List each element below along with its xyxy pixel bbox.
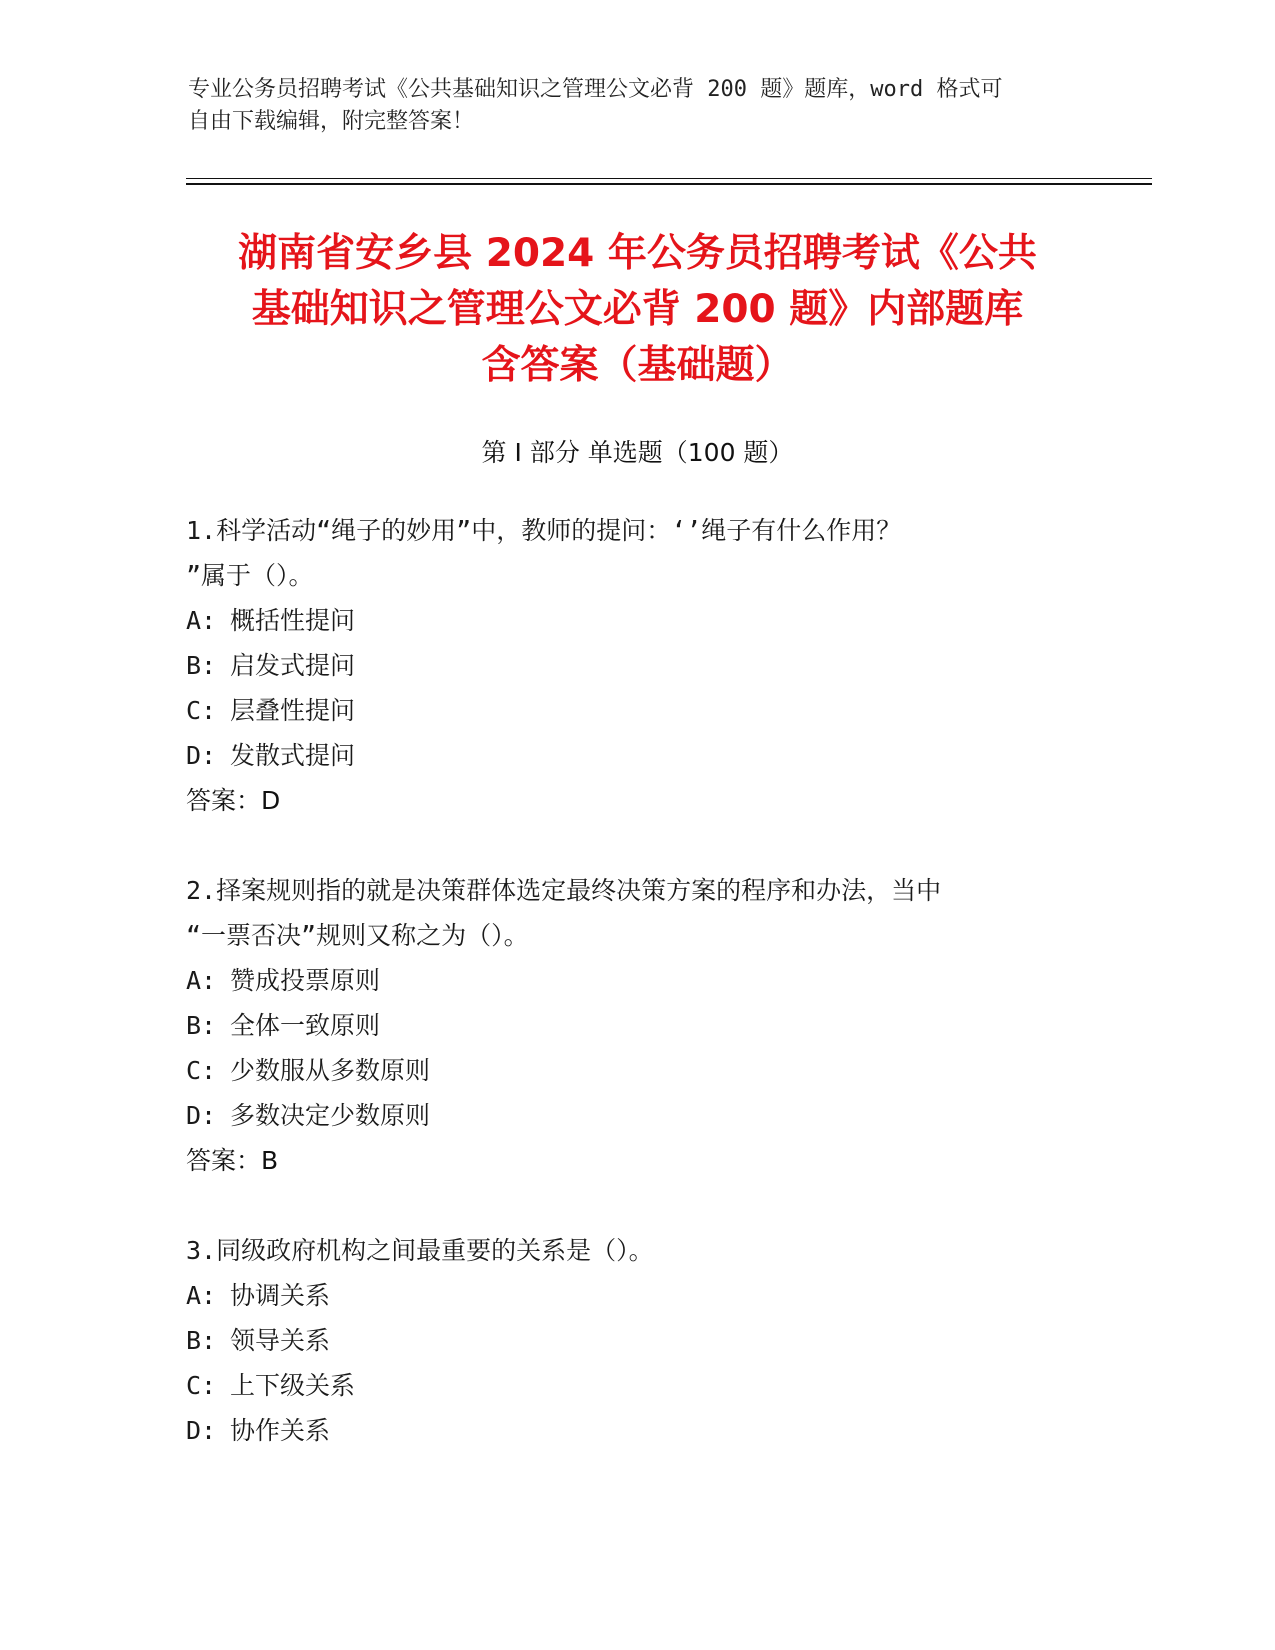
- option-d: [186, 733, 1086, 778]
- question-stem-line-1: 1.科学活动“绳子的妙用”中，教师的提问：‘’绳子有什么作用？: [186, 516, 902, 545]
- answer-line: 答案：D: [186, 786, 281, 815]
- option-c: [186, 1363, 1086, 1408]
- option-text: 领导关系: [230, 1326, 331, 1355]
- header-note: [188, 74, 1068, 138]
- option-a: [186, 958, 1086, 1003]
- option-text: 多数决定少数原则: [230, 1101, 431, 1130]
- option-text: 协作关系: [230, 1416, 331, 1445]
- option-a: [186, 1273, 1086, 1318]
- option-b: [186, 1003, 1086, 1048]
- option-letter: A:: [186, 1281, 217, 1310]
- option-a: [186, 598, 1086, 643]
- title-line-2: 基础知识之管理公文必背 200 题》内部题库: [251, 287, 1024, 332]
- option-c: [186, 1048, 1086, 1093]
- option-text: 层叠性提问: [230, 696, 356, 725]
- question-3: [186, 1228, 1086, 1453]
- header-note-line-2: 自由下载编辑，附完整答案！: [188, 109, 475, 134]
- option-letter: D:: [186, 741, 217, 770]
- question-stem-line-2: ”属于（）。: [186, 561, 314, 590]
- option-letter: C:: [186, 1056, 217, 1085]
- question-stem-line-2: “一票否决”规则又称之为（）。: [186, 921, 529, 950]
- question-1: [186, 508, 1086, 823]
- option-letter: C:: [186, 1371, 217, 1400]
- option-letter: B:: [186, 1011, 217, 1040]
- section-heading: 第 I 部分 单选题（100 题）: [481, 438, 794, 467]
- option-letter: A:: [186, 606, 217, 635]
- option-letter: C:: [186, 696, 217, 725]
- option-text: 少数服从多数原则: [230, 1056, 431, 1085]
- option-text: 协调关系: [230, 1281, 331, 1310]
- option-letter: D:: [186, 1416, 217, 1445]
- option-letter: B:: [186, 651, 217, 680]
- option-letter: A:: [186, 966, 217, 995]
- question-stem-line-1: 2.择案规则指的就是决策群体选定最终决策方案的程序和办法，当中: [186, 876, 942, 905]
- option-d: [186, 1093, 1086, 1138]
- title-line-1: 湖南省安乡县 2024 年公务员招聘考试《公共: [238, 231, 1037, 276]
- option-text: 上下级关系: [230, 1371, 356, 1400]
- question-stem-line-1: 3.同级政府机构之间最重要的关系是（）。: [186, 1236, 654, 1265]
- header-divider-thick: [186, 183, 1152, 185]
- option-text: 赞成投票原则: [230, 966, 381, 995]
- header-note-line-1: 专业公务员招聘考试《公共基础知识之管理公文必背 200 题》题库，word 格式可: [188, 77, 1003, 102]
- option-letter: D:: [186, 1101, 217, 1130]
- option-text: 概括性提问: [230, 606, 356, 635]
- option-text: 启发式提问: [230, 651, 356, 680]
- option-text: 全体一致原则: [230, 1011, 381, 1040]
- option-letter: B:: [186, 1326, 217, 1355]
- header-divider-thin: [186, 178, 1152, 179]
- document-title: [160, 226, 1115, 394]
- answer-line: 答案：B: [186, 1146, 279, 1175]
- title-line-3: 含答案（基础题）: [481, 343, 794, 388]
- option-text: 发散式提问: [230, 741, 356, 770]
- option-b: [186, 643, 1086, 688]
- option-b: [186, 1318, 1086, 1363]
- question-2: [186, 868, 1086, 1183]
- option-d: [186, 1408, 1086, 1453]
- option-c: [186, 688, 1086, 733]
